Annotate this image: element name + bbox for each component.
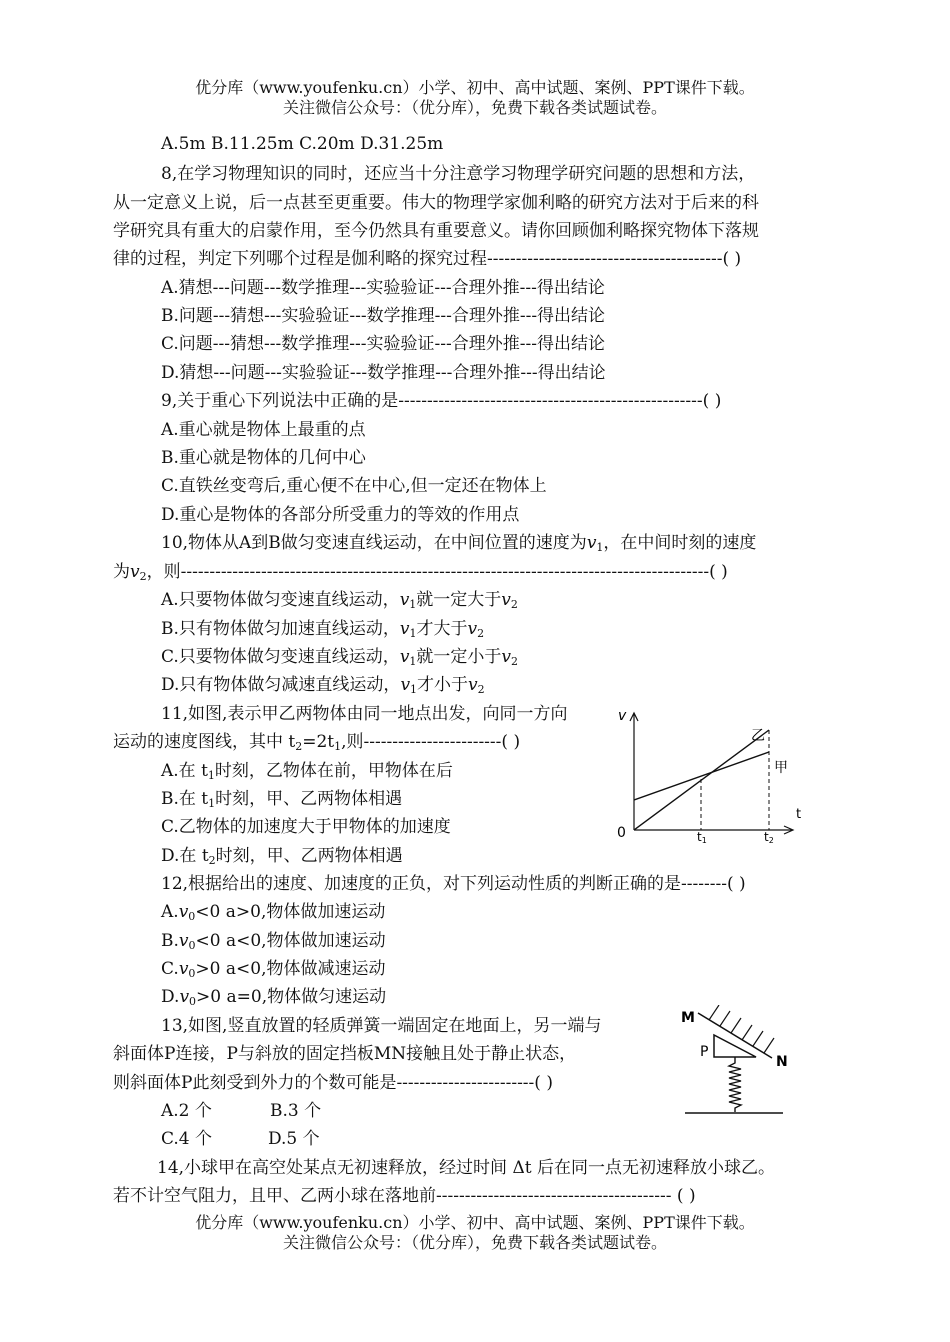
t2-label: t2 <box>764 830 774 845</box>
q10-option-d: D.只有物体做匀减速直线运动，$v_1$才小于$v_2$ <box>161 675 485 696</box>
q9-stem: 9,关于重心下列说法中正确的是-----------------------------------------------------( ) <box>161 391 722 411</box>
q13-option-a: A.2 个 <box>161 1101 212 1121</box>
q8-option-d: D.猜想---问题---实验验证---数学推理---合理外推---得出结论 <box>161 363 606 383</box>
q13-line-1: 13,如图,竖直放置的轻质弹簧一端固定在地面上，另一端与 <box>161 1016 602 1036</box>
q12-option-c: $C.v_0>0$ a<0,物体做减速运动 <box>161 959 386 980</box>
q14-line-1: 14,小球甲在高空处某点无初速释放，经过时间 Δt 后在同一点无初速释放小球乙。 <box>157 1158 775 1178</box>
q12-option-b: $B.v_0<0$ a<0,物体做加速运动 <box>161 931 386 952</box>
q8-line-4: 律的过程，判定下列哪个过程是伽利略的探究过程-----------------------------------------( ) <box>113 249 742 269</box>
q8-line-2: 从一定意义上说，后一点甚至更重要。伟大的物理学家伽利略的研究方法对于后来的科 <box>113 193 759 213</box>
footer-line-2: 关注微信公众号：（优分库），免费下载各类试题试卷。 <box>282 1233 667 1252</box>
q7-options: A.5m B.11.25m C.20m D.31.25m <box>161 134 444 154</box>
footer-line-1: 优分库（www.youfenku.cn）小学、初中、高中试题、案例、PPT课件下载。 <box>195 1213 755 1232</box>
q11-option-c: C.乙物体的加速度大于甲物体的加速度 <box>161 817 451 837</box>
jia-label: 甲 <box>774 760 788 776</box>
label-m: M <box>681 1010 695 1026</box>
q11-line-1: 11,如图,表示甲乙两物体由同一地点出发，向同一方向 <box>161 704 568 724</box>
t-axis-label: t <box>796 807 802 822</box>
q11-option-b: B.在 $t_1$时刻，甲、乙两物体相遇 <box>161 789 403 810</box>
v-axis-label: v <box>618 708 627 724</box>
q13-option-c: C.4 个 <box>161 1129 213 1149</box>
q8-option-b: B.问题---猜想---实验验证---数学推理---合理外推---得出结论 <box>161 306 606 326</box>
q14-line-2: 若不计空气阻力，且甲、乙两小球在落地前----------------------------------------- ( ) <box>113 1186 696 1206</box>
label-n: N <box>776 1054 788 1070</box>
q10-option-c: C.只要物体做匀变速直线运动，$v_1$就一定小于$v_2$ <box>161 647 519 668</box>
q11-option-d: D.在 $t_2$时刻，甲、乙两物体相遇 <box>161 846 403 867</box>
baffle-hatching <box>709 1005 774 1053</box>
header-line-1: 优分库（www.youfenku.cn）小学、初中、高中试题、案例、PPT课件下载。 <box>195 78 755 97</box>
label-p: P <box>700 1044 709 1060</box>
q9-option-a: A.重心就是物体上最重的点 <box>161 420 366 440</box>
q12-option-a: $A.v_0<0$ a>0,物体做加速运动 <box>161 902 386 923</box>
header-line-2: 关注微信公众号：（优分库），免费下载各类试题试卷。 <box>282 98 667 117</box>
q10-line-1: 10,物体从A到B做匀变速直线运动，在中间位置的速度为$v_1$，在中间时刻的速度 <box>161 533 757 554</box>
t1-label: t1 <box>697 830 707 845</box>
q11-option-a: A.在 $t_1$时刻，乙物体在前，甲物体在后 <box>161 761 453 782</box>
q11-line-2: 运动的速度图线，其中 $t_2=2t_1$,则------------------------( ) <box>113 732 521 753</box>
q10-option-a: A.只要物体做匀变速直线运动，$v_1$就一定大于$v_2$ <box>161 590 518 611</box>
q13-line-3: 则斜面体P此刻受到外力的个数可能是------------------------( ) <box>113 1073 553 1093</box>
q10-line-2: 为$v_2$，则--------------------------------------------------------------------------------------------( ) <box>113 562 728 583</box>
incline-p <box>714 1035 756 1057</box>
q12-option-d: $D.v_0>0$ a=0,物体做匀速运动 <box>161 987 387 1008</box>
q8-option-c: C.问题---猜想---数学推理---实验验证---合理外推---得出结论 <box>161 334 605 354</box>
q8-line-3: 学研究具有重大的启蒙作用，至今仍然具有重要意义。请你回顾伽利略探究物体下落规 <box>113 221 759 241</box>
q13-line-2: 斜面体P连接，P与斜放的固定挡板MN接触且处于静止状态， <box>113 1044 577 1064</box>
q9-option-d: D.重心是物体的各部分所受重力的等效的作用点 <box>161 505 520 525</box>
q9-option-b: B.重心就是物体的几何中心 <box>161 448 366 468</box>
velocity-time-graph <box>612 700 812 850</box>
yi-label: 乙 <box>751 728 765 744</box>
spring-incline-figure <box>675 1005 795 1120</box>
q12-stem: 12,根据给出的速度、加速度的正负，对下列运动性质的判断正确的是--------( ) <box>161 874 746 894</box>
q13-option-b: B.3 个 <box>270 1101 322 1121</box>
q13-option-d: D.5 个 <box>268 1129 320 1149</box>
q8-option-a: A.猜想---问题---数学推理---实验验证---合理外推---得出结论 <box>161 278 605 298</box>
origin-label: 0 <box>617 825 626 841</box>
line-jia <box>634 752 769 800</box>
q10-option-b: B.只有物体做匀加速直线运动，$v_1$才大于$v_2$ <box>161 619 485 640</box>
q9-option-c: C.直铁丝变弯后,重心便不在中心,但一定还在物体上 <box>161 476 547 496</box>
spring <box>729 1057 741 1112</box>
q8-line-1: 8,在学习物理知识的同时，还应当十分注意学习物理学研究问题的思想和方法， <box>161 164 756 184</box>
